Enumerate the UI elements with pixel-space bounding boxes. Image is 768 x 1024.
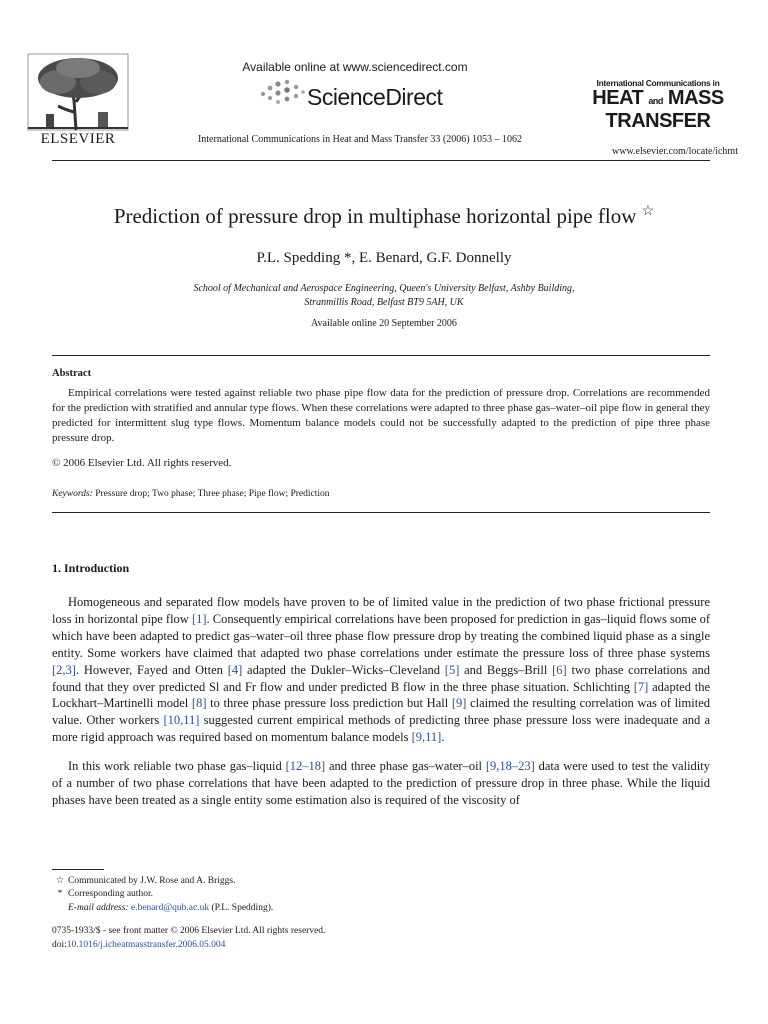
section-heading-introduction: 1. Introduction xyxy=(52,561,130,575)
abstract-heading: Abstract xyxy=(52,368,92,379)
citation-link[interactable]: [2,3] xyxy=(52,662,76,677)
footnote-email: E-mail address: e.benard@qub.ac.uk (P.L. Spedding). xyxy=(68,903,274,913)
available-online-text: Available online at www.sciencedirect.com xyxy=(242,60,468,74)
journal-logo xyxy=(578,78,738,131)
paragraph-text: and Beggs–Brill xyxy=(459,662,553,677)
doi-line: doi:10.1016/j.icheatmasstransfer.2006.05.004 xyxy=(52,940,226,950)
keywords: Keywords: Pressure drop; Two phase; Three phase; Pipe flow; Prediction xyxy=(52,489,330,499)
citation-link[interactable]: [9,11] xyxy=(411,730,442,745)
sciencedirect-wordmark: ScienceDirect xyxy=(307,84,443,110)
paragraph-text: suggested current empirical methods of predicting three phase pressure loss were inadequate and a more rigid approach was required based on momentum balance models xyxy=(52,713,711,745)
abstract-text: Empirical correlations were tested against reliable two phase pipe flow data for the prediction of pressure drop. Correlations are recommended for the prediction with stratified and annular type flows. When these correlations were adapted to three phase gas–water–oil pipe flow in general they predicted for intermittent slug type flows. Momentum balance models could not be successfully adapted to the prediction of pipe three phase pressure drop. xyxy=(52,387,710,444)
paragraph-text: data were used to test the validity of a number of two phase correlations that have been adapted to the prediction of pressure drop in three phase. While the liquid phases have been treated as a single entity some estimation also is required of the viscosity of xyxy=(52,759,710,807)
paragraph-text: . xyxy=(441,730,445,745)
citation-link[interactable]: [7] xyxy=(633,679,649,694)
intro-paragraph-2 xyxy=(52,758,710,809)
paragraph-text: . Consequently empirical correlations have been proposed for prediction in gas–liquid flows some of which have been adapted to predict gas–water–oil three phase flow pressure drop by treating the combined liquid phase as a single entity. Some workers have claimed that adapted two phase correlations under estimate the pressure loss of three phase systems xyxy=(52,611,710,660)
abstract-copyright: © 2006 Elsevier Ltd. All rights reserved. xyxy=(52,457,232,469)
issn-line: 0735-1933/$ - see front matter © 2006 Elsevier Ltd. All rights reserved. xyxy=(52,926,326,936)
footnote-corresponding: * Corresponding author. xyxy=(57,889,153,899)
footnote-communicated: ☆ Communicated by J.W. Rose and A. Briggs. xyxy=(55,876,236,886)
email-link[interactable]: e.benard@qub.ac.uk xyxy=(130,903,210,913)
paragraph-text: and three phase gas–water–oil xyxy=(325,759,486,773)
citation-link[interactable]: [4] xyxy=(227,662,243,677)
citation-link[interactable]: [5] xyxy=(444,662,460,677)
intro-paragraph-1 xyxy=(52,594,710,746)
journal-logo-line1: International Communications in xyxy=(596,78,720,88)
author-affiliation: School of Mechanical and Aerospace Engineering, Queen's University Belfast, Ashby Building, Stranmillis Road, Belfast BT9 5AH, UK xyxy=(193,283,575,308)
paragraph-text: adapted the Lockhart–Martinelli model xyxy=(52,679,710,711)
journal-logo-line2: HEAT and MASS xyxy=(592,87,724,109)
abstract-bottom-rule xyxy=(52,512,710,513)
paragraph-text: Homogeneous and separated flow models have proven to be of limited value in the prediction of two phase frictional pressure loss in horizontal pipe flow xyxy=(52,595,710,626)
paragraph-text: claimed the resulting correlation was of limited value. Other workers xyxy=(52,696,710,728)
sciencedirect-dots-icon xyxy=(258,78,308,108)
title-star-icon[interactable]: ☆ xyxy=(641,204,655,219)
paragraph-text: In this work reliable two phase gas–liquid xyxy=(68,759,286,773)
citation-link[interactable]: [1] xyxy=(191,611,207,626)
citation-link[interactable]: [6] xyxy=(552,662,567,677)
citation-link[interactable]: [8] xyxy=(191,696,207,711)
citation-link[interactable]: [9,18–23] xyxy=(485,759,535,773)
header-rule xyxy=(52,160,710,161)
paragraph-text: . However, Fayed and Otten xyxy=(75,662,228,677)
article-title: Prediction of pressure drop in multiphase horizontal pipe flow ☆ xyxy=(113,204,655,228)
citation-link[interactable]: [10,11] xyxy=(163,713,200,728)
citation-link[interactable]: [12–18] xyxy=(285,759,326,773)
doi-link[interactable]: 10.1016/j.icheatmasstransfer.2006.05.004 xyxy=(66,940,226,950)
article-authors: P.L. Spedding *, E. Benard, G.F. Donnelly xyxy=(256,250,512,266)
footnote-rule xyxy=(52,869,104,870)
paragraph-text: two phase correlations and found that they over predicted Sl and Fr flow and under predicted B flow in the three phase situation. Schlichting xyxy=(52,662,710,694)
paragraph-text: adapted the Dukler–Wicks–Cleveland xyxy=(242,662,445,677)
publisher-name: ELSEVIER xyxy=(40,131,116,147)
abstract-top-rule xyxy=(52,355,710,356)
journal-logo-line3: TRANSFER xyxy=(605,110,711,132)
paragraph-text: to three phase pressure loss prediction but Hall xyxy=(206,696,452,711)
available-date: Available online 20 September 2006 xyxy=(311,318,457,329)
journal-citation: International Communications in Heat and Mass Transfer 33 (2006) 1053 – 1062 xyxy=(197,134,523,145)
citation-link[interactable]: [9] xyxy=(451,696,467,711)
journal-url[interactable]: www.elsevier.com/locate/ichmt xyxy=(612,146,738,157)
